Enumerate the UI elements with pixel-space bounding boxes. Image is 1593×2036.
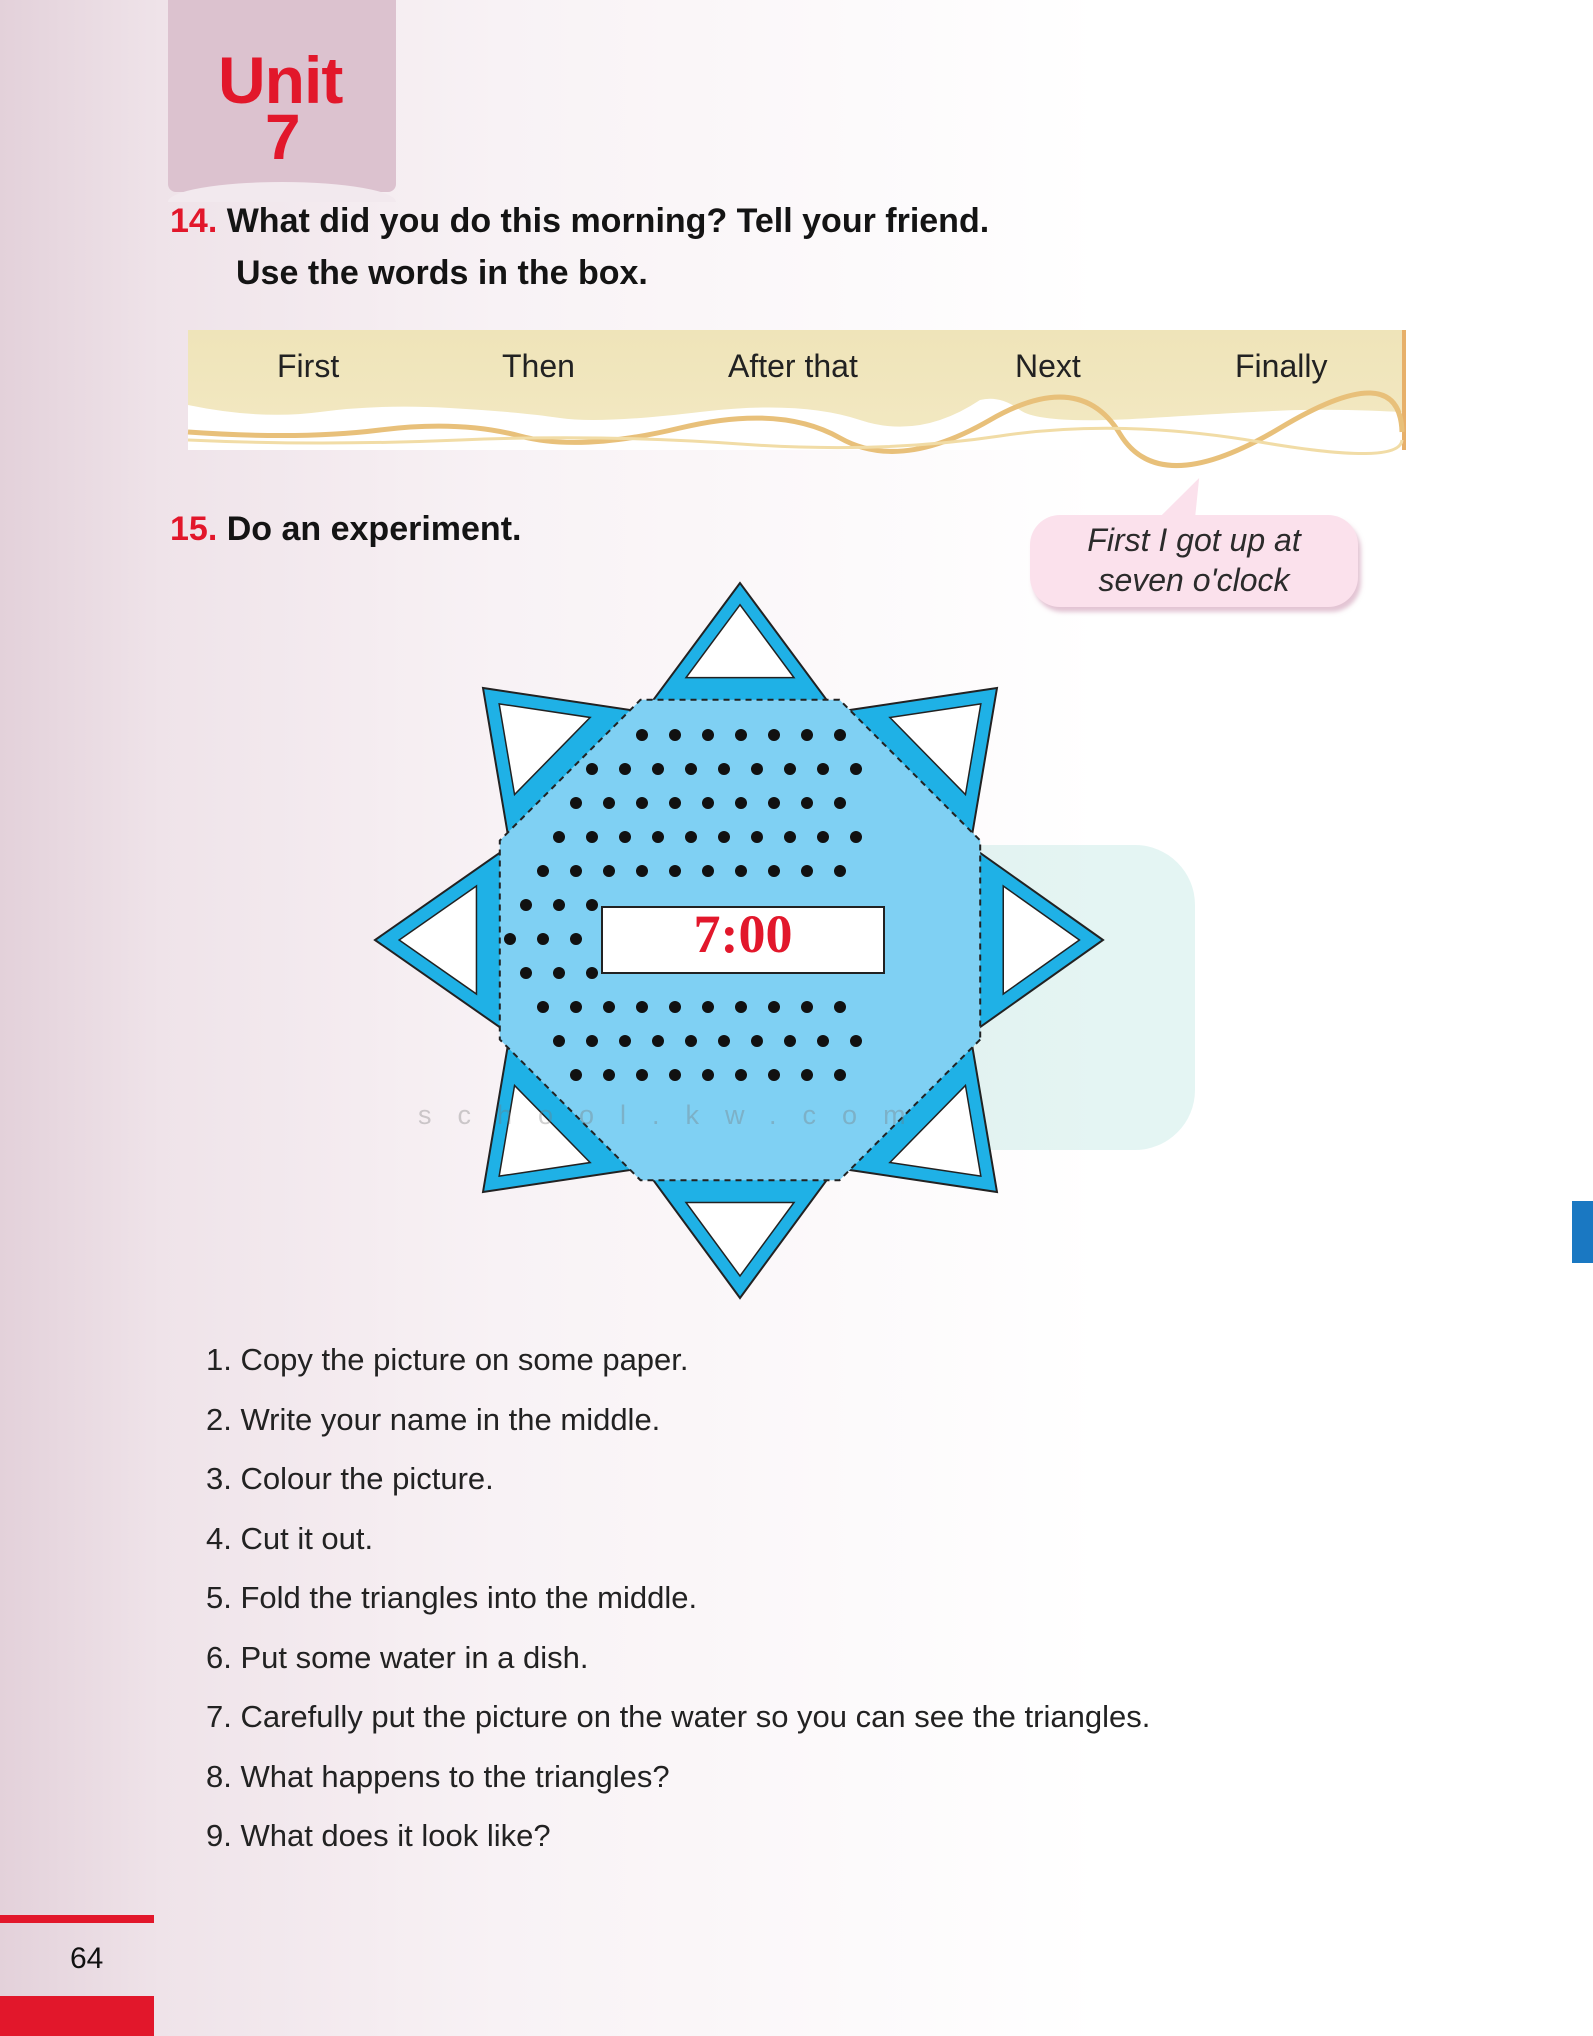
dot — [768, 1069, 780, 1081]
dot — [537, 865, 549, 877]
list-item: 5. Fold the triangles into the middle. — [206, 1580, 698, 1615]
exercise-14-subtitle: Use the words in the box. — [236, 254, 648, 292]
word-first: First — [277, 348, 340, 384]
dot — [817, 763, 829, 775]
dot — [850, 831, 862, 843]
dot — [636, 797, 648, 809]
dot — [817, 831, 829, 843]
speech-bubble-line-2: seven o'clock — [1098, 562, 1290, 598]
list-item: 4. Cut it out. — [206, 1520, 374, 1556]
dot — [570, 933, 582, 945]
dot — [537, 933, 549, 945]
list-item: 6. Put some water in a dish. — [206, 1639, 589, 1675]
exercise-15-instruction: Do an experiment. — [226, 510, 522, 548]
dot — [570, 1069, 582, 1081]
list-item: 3. Colour the picture. — [206, 1461, 494, 1496]
dot — [586, 831, 598, 843]
dot — [586, 967, 598, 979]
dot — [520, 899, 532, 911]
footer-red-block — [0, 1996, 154, 2036]
dot — [685, 763, 697, 775]
dot — [603, 797, 615, 809]
dot — [669, 865, 681, 877]
dot — [801, 1069, 813, 1081]
dot — [735, 865, 747, 877]
dot — [718, 763, 730, 775]
word-next: Next — [1015, 348, 1081, 384]
dot — [652, 831, 664, 843]
instruction-list — [206, 1336, 1150, 1872]
time-label: 7:00 — [693, 904, 793, 964]
dot — [702, 797, 714, 809]
speech-bubble-line-1: First I got up at — [1087, 522, 1301, 558]
dot — [685, 1035, 697, 1047]
dot — [520, 967, 532, 979]
dot — [702, 1001, 714, 1013]
dot — [735, 729, 747, 741]
dot — [768, 729, 780, 741]
dot — [669, 797, 681, 809]
dot — [784, 831, 796, 843]
dot — [768, 797, 780, 809]
dot — [735, 1001, 747, 1013]
exercise-15-number: 15. — [170, 510, 218, 548]
dot — [636, 1069, 648, 1081]
dot — [553, 1035, 565, 1047]
dot — [603, 1001, 615, 1013]
list-item: 1. Copy the picture on some paper. — [206, 1342, 689, 1377]
list-item: 9. What does it look like? — [206, 1818, 551, 1853]
exercise-14-number: 14. — [170, 202, 218, 240]
dot — [801, 729, 813, 741]
dot — [801, 865, 813, 877]
dot — [735, 1069, 747, 1081]
word-finally: Finally — [1235, 348, 1328, 384]
dot — [784, 1035, 796, 1047]
side-blue-tab — [1572, 1201, 1593, 1263]
dot — [619, 1035, 631, 1047]
dot — [553, 831, 565, 843]
dot — [669, 1069, 681, 1081]
dot — [586, 763, 598, 775]
dot — [718, 831, 730, 843]
dot — [834, 729, 846, 741]
dot — [751, 831, 763, 843]
dot — [718, 1035, 730, 1047]
dot — [669, 729, 681, 741]
dot — [834, 1001, 846, 1013]
word-after-that: After that — [728, 348, 858, 384]
dot — [768, 865, 780, 877]
dot — [784, 763, 796, 775]
dot — [553, 899, 565, 911]
dot — [702, 729, 714, 741]
dot — [636, 1001, 648, 1013]
dot — [603, 1069, 615, 1081]
dot — [504, 933, 516, 945]
list-item: 7. Carefully put the picture on the water so you can see the triangles. — [206, 1699, 1151, 1734]
dot — [619, 831, 631, 843]
page-number: 64 — [70, 1942, 104, 1975]
list-item: 8. What happens to the triangles? — [206, 1758, 670, 1794]
dot — [702, 865, 714, 877]
unit-number: 7 — [265, 101, 301, 173]
dot — [768, 1001, 780, 1013]
dot — [801, 1001, 813, 1013]
dot — [850, 763, 862, 775]
dot — [553, 967, 565, 979]
dot — [636, 729, 648, 741]
dot — [603, 865, 615, 877]
dot — [570, 865, 582, 877]
dot — [817, 1035, 829, 1047]
dot — [586, 1035, 598, 1047]
dot — [652, 1035, 664, 1047]
word-then: Then — [502, 348, 575, 384]
dot — [751, 763, 763, 775]
dot — [652, 763, 664, 775]
dot — [834, 797, 846, 809]
dot — [537, 1001, 549, 1013]
dot — [570, 797, 582, 809]
dot — [669, 1001, 681, 1013]
exercise-14-question: What did you do this morning? Tell your friend. — [226, 202, 990, 240]
dot — [685, 831, 697, 843]
unit-label: Unit — [218, 43, 343, 117]
dot — [586, 899, 598, 911]
dot — [570, 1001, 582, 1013]
dot — [702, 1069, 714, 1081]
dot — [751, 1035, 763, 1047]
dot — [619, 763, 631, 775]
footer-red-line — [0, 1915, 154, 1923]
dot — [850, 1035, 862, 1047]
dot — [801, 797, 813, 809]
dot — [834, 865, 846, 877]
dot — [636, 865, 648, 877]
list-item: 2. Write your name in the middle. — [206, 1401, 661, 1437]
dot — [735, 797, 747, 809]
dot — [834, 1069, 846, 1081]
watermark-text: school.kw.com — [418, 1100, 932, 1130]
